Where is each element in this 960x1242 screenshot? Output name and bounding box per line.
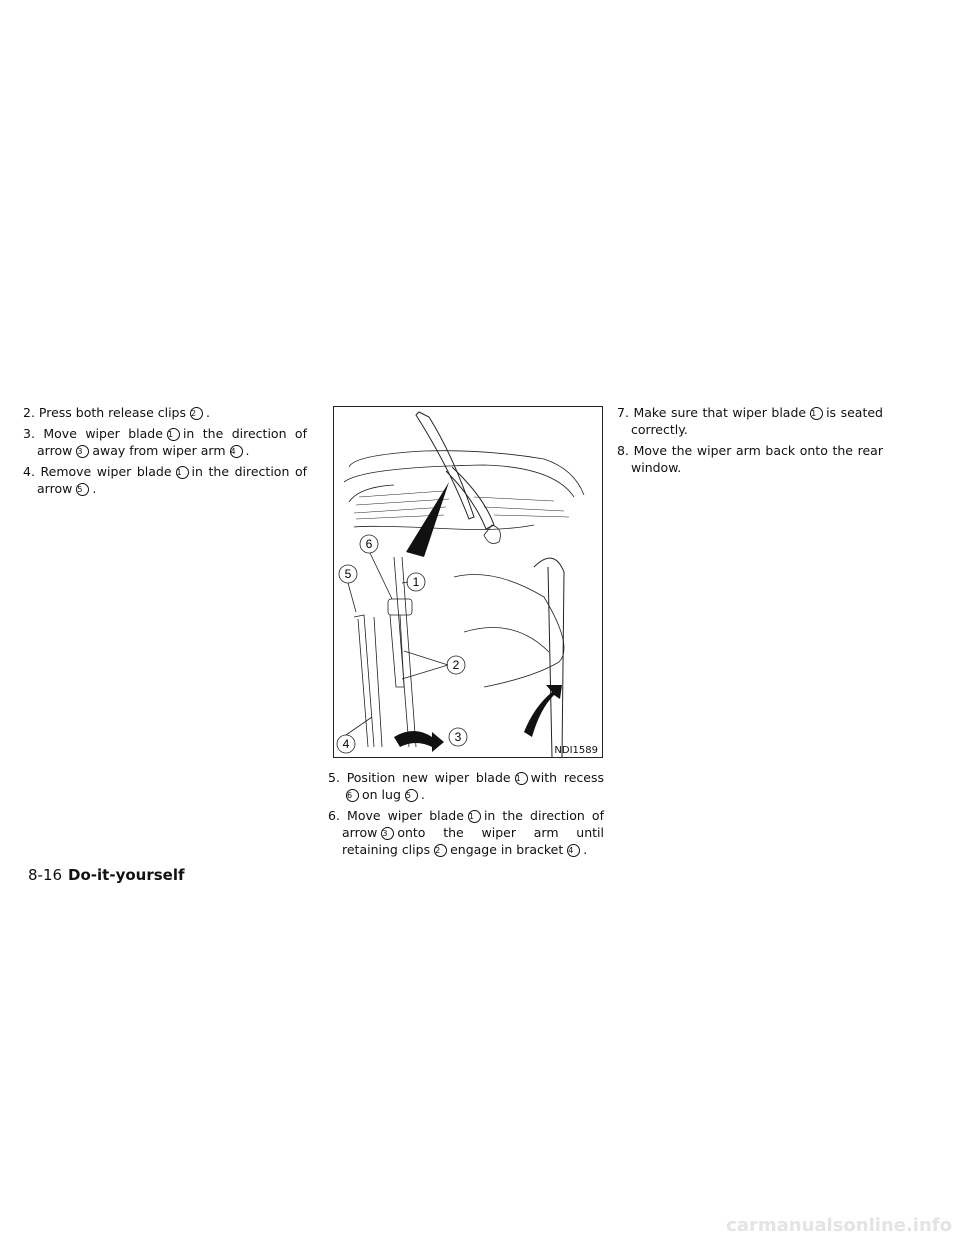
step-number: 2. [23, 405, 35, 420]
callout-2: 2 [190, 407, 203, 420]
callout-3: 3 [381, 827, 394, 840]
page-footer [28, 866, 185, 884]
step-text: . [420, 787, 425, 802]
step-text: Move the wiper arm back onto the rear window. [631, 443, 883, 475]
callout-6: 6 [346, 789, 359, 802]
step-text: in the direction of arrow [342, 808, 604, 840]
callout-4: 4 [567, 844, 580, 857]
callout-5: 5 [405, 789, 418, 802]
right-column [617, 404, 883, 480]
step-number: 7. [617, 405, 629, 420]
step-number: 5. [328, 770, 340, 785]
step-number: 8. [617, 443, 629, 458]
step-number: 4. [23, 464, 35, 479]
callout-1: 1 [167, 428, 180, 441]
step-text: . [206, 405, 210, 420]
figure-label-5: 5 [344, 567, 352, 581]
callout-labels [334, 407, 602, 757]
step-number: 3. [23, 426, 35, 441]
step-text: away from wiper arm [92, 443, 226, 458]
step-text: on lug [362, 787, 401, 802]
callout-1: 1 [810, 407, 823, 420]
figure-label-2: 2 [452, 658, 460, 672]
callout-2: 2 [434, 844, 447, 857]
figure-label-6: 6 [365, 537, 373, 551]
step-text: Make sure that wiper blade [633, 405, 807, 420]
callout-1: 1 [468, 810, 481, 823]
step-text: . [245, 443, 250, 458]
callout-3: 3 [76, 445, 89, 458]
step-6 [328, 807, 604, 858]
figure-label-3: 3 [454, 730, 462, 744]
step-text: Move wiper blade [347, 808, 464, 823]
figure-label-4: 4 [342, 737, 350, 751]
callout-1: 1 [515, 772, 528, 785]
callout-4: 4 [230, 445, 243, 458]
step-text: Move wiper blade [43, 426, 163, 441]
step-text: in the direction of arrow [37, 464, 307, 496]
callout-1: 1 [176, 466, 189, 479]
step-text: onto the wiper arm until retaining clips [342, 825, 604, 857]
step-text: . [583, 842, 588, 857]
step-text: Press both release clips [38, 405, 186, 420]
step-text: . [92, 481, 97, 496]
left-column [23, 404, 307, 501]
step-4 [23, 463, 307, 497]
figure-code: NDI1589 [554, 745, 598, 756]
step-text: in the direction of arrow [37, 426, 307, 458]
step-text: is seated correctly. [631, 405, 883, 437]
step-5 [328, 769, 604, 803]
callout-5: 5 [76, 483, 89, 496]
step-text: Remove wiper blade [40, 464, 172, 479]
step-text: engage in bracket [450, 842, 564, 857]
step-8 [617, 442, 883, 476]
step-text: Position new wiper blade [346, 770, 511, 785]
step-text: with recess [530, 770, 604, 785]
step-3 [23, 425, 307, 459]
page-number: 8-16 [28, 866, 63, 884]
middle-column [328, 769, 604, 862]
figure-label-1: 1 [412, 575, 420, 589]
section-title: Do-it-yourself [68, 866, 185, 884]
step-7 [617, 404, 883, 438]
watermark: carmanualsonline.info [726, 1215, 952, 1236]
step-number: 6. [328, 808, 340, 823]
wiper-blade-illustration [333, 406, 603, 758]
step-2 [23, 404, 307, 421]
